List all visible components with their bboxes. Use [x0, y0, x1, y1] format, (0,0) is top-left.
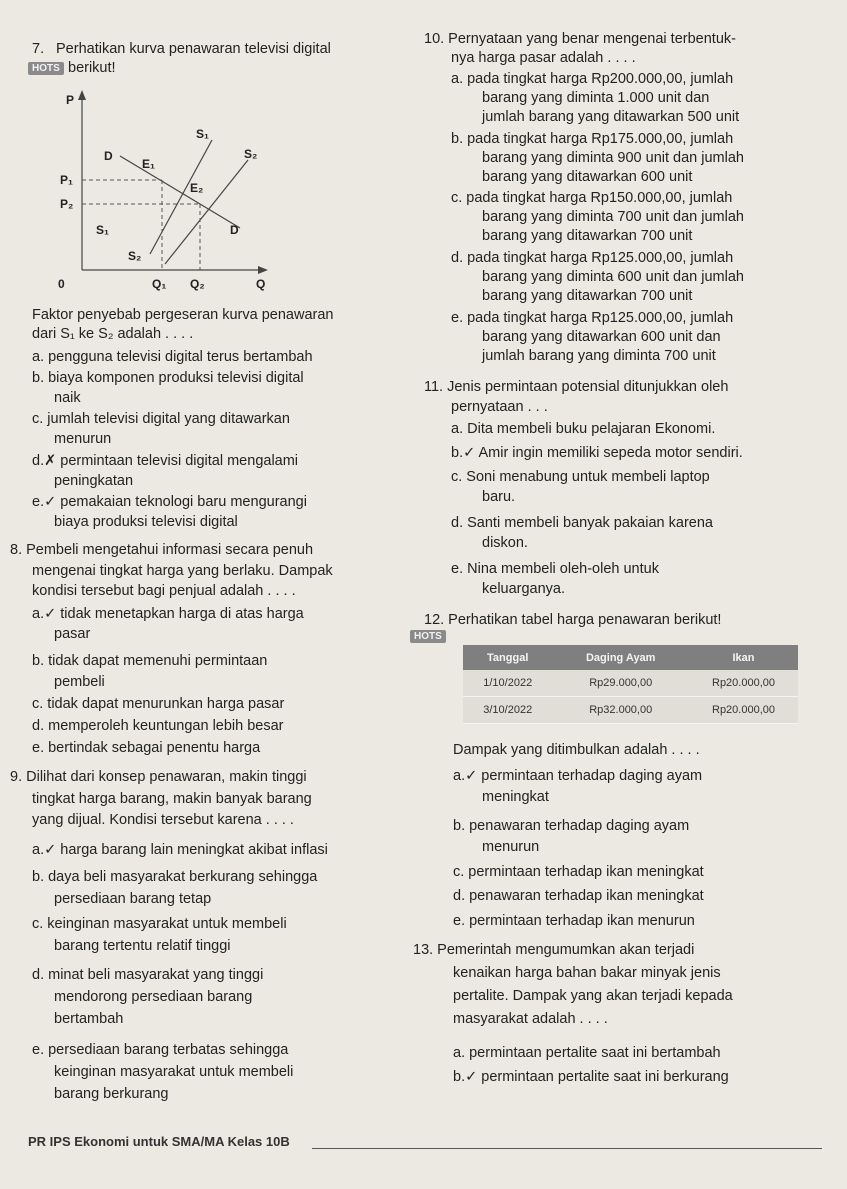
q12-option-a-line2: meningkat [482, 789, 549, 805]
q8-stem-line2: mengenai tingkat harga yang berlaku. Dampak [32, 563, 333, 579]
q10-option-c-line1: c. pada tingkat harga Rp150.000,00, jumlah [451, 190, 733, 206]
q11-option-c-line2: baru. [482, 489, 516, 505]
q13-option-a: a. permintaan pertalite saat ini bertambah [453, 1045, 721, 1061]
graph-label-s1-low: S₁ [96, 223, 109, 237]
q10-option-a-line2: barang yang diminta 1.000 unit dan [482, 90, 710, 106]
graph-label-e1: E₁ [142, 157, 155, 171]
q10-option-b-line3: barang yang ditawarkan 600 unit [482, 169, 693, 185]
q10-option-e-line1: e. pada tingkat harga Rp125.000,00, jumlah [451, 310, 734, 326]
q9-option-b-line2: persediaan barang tetap [54, 891, 212, 907]
q11-stem-line2: pernyataan . . . [451, 399, 548, 415]
supply-curve-s1 [150, 140, 212, 254]
table-cell-fish: Rp20.000,00 [689, 670, 798, 697]
q9-option-e-line2: keinginan masyarakat untuk membeli [54, 1064, 294, 1080]
q8-option-e: e. bertindak sebagai penentu harga [32, 740, 261, 756]
q8-option-b-line1: b. tidak dapat memenuhi permintaan [32, 653, 268, 669]
table-row [463, 697, 798, 724]
q12-option-d: d. penawaran terhadap ikan meningkat [453, 888, 704, 904]
q7-option-b-line2: naik [54, 390, 81, 406]
q11-option-e-line2: keluarganya. [482, 581, 566, 597]
graph-label-e2: E₂ [190, 181, 204, 195]
graph-label-q1: Q₁ [152, 277, 167, 291]
q8-option-d: d. memperoleh keuntungan lebih besar [32, 718, 284, 734]
q13-stem-line1: 13. Pemerintah mengumumkan akan terjadi [413, 942, 695, 958]
q10-option-c-line2: barang yang diminta 700 unit dan jumlah [482, 209, 744, 225]
q9-option-e-line3: barang berkurang [54, 1086, 169, 1102]
q12-option-e: e. permintaan terhadap ikan menurun [453, 913, 695, 929]
q13-option-b: b.✓ permintaan pertalite saat ini berkurang [453, 1069, 729, 1085]
q10-option-a-line1: a. pada tingkat harga Rp200.000,00, jumlah [451, 71, 734, 87]
q10-option-e-line3: jumlah barang yang diminta 700 unit [482, 348, 716, 364]
table-row [463, 670, 798, 697]
q12-option-b-line1: b. penawaran terhadap daging ayam [453, 818, 690, 834]
q10-option-c-line3: barang yang ditawarkan 700 unit [482, 228, 693, 244]
q12-option-a-line1: a.✓ permintaan terhadap daging ayam [453, 768, 703, 784]
q7-option-c-line2: menurun [54, 431, 112, 447]
q12-question: Dampak yang ditimbulkan adalah . . . . [453, 742, 700, 758]
table-header-fish: Ikan [689, 645, 798, 670]
q7-option-b-line1: b. biaya komponen produksi televisi digital [32, 370, 304, 386]
q7-stem-line1: Perhatikan kurva penawaran televisi digital [56, 41, 331, 57]
table-cell-chicken: Rp29.000,00 [552, 670, 689, 697]
q10-option-b-line1: b. pada tingkat harga Rp175.000,00, jumlah [451, 131, 734, 147]
q7-stem-line2: berikut! [68, 60, 116, 76]
q7-option-e-line1: e.✓ pemakaian teknologi baru mengurangi [32, 494, 307, 510]
q8-option-a-line2: pasar [54, 626, 91, 642]
q7-option-d-line2: peningkatan [54, 473, 134, 489]
graph-label-origin: 0 [58, 277, 65, 291]
q7-option-d-line1: d.✗ permintaan televisi digital mengalami [32, 453, 299, 469]
graph-q-axis-arrow [258, 266, 268, 274]
footer-rule [312, 1148, 822, 1149]
q12-option-c: c. permintaan terhadap ikan meningkat [453, 864, 704, 880]
graph-label-s2: S₂ [244, 147, 258, 161]
table-header-row [463, 645, 798, 670]
q7-question-line1: Faktor penyebab pergeseran kurva penawaran [32, 307, 334, 323]
q7-question-line2: dari S₁ ke S₂ adalah . . . . [32, 326, 194, 342]
table-cell-chicken: Rp32.000,00 [552, 697, 689, 724]
q11-option-a: a. Dita membeli buku pelajaran Ekonomi. [451, 421, 716, 437]
q8-option-c: c. tidak dapat menurunkan harga pasar [32, 696, 285, 712]
q10-option-b-line2: barang yang diminta 900 unit dan jumlah [482, 150, 744, 166]
q10-option-e-line2: barang yang ditawarkan 600 unit dan [482, 329, 721, 345]
graph-p-axis-arrow [78, 90, 86, 100]
table-cell-date: 3/10/2022 [463, 697, 552, 724]
q10-stem-line2: nya harga pasar adalah . . . . [451, 50, 636, 66]
q12-stem: 12. Perhatikan tabel harga penawaran berikut! [424, 612, 722, 628]
q8-stem-line3: kondisi tersebut bagi penjual adalah . . . . [32, 583, 296, 599]
q12-hots-badge: HOTS [410, 630, 446, 643]
q9-stem-line3: yang dijual. Kondisi tersebut karena . . . . [32, 812, 294, 828]
table-header-chicken: Daging Ayam [552, 645, 689, 670]
q10-option-a-line3: jumlah barang yang ditawarkan 500 unit [482, 109, 740, 125]
q11-option-d-line1: d. Santi membeli banyak pakaian karena [451, 515, 713, 531]
q10-option-d-line3: barang yang ditawarkan 700 unit [482, 288, 693, 304]
q13-stem-line3: pertalite. Dampak yang akan terjadi kepada [453, 988, 733, 1004]
graph-label-q: Q [256, 277, 266, 291]
q9-option-d-line2: mendorong persediaan barang [54, 989, 253, 1005]
q11-option-d-line2: diskon. [482, 535, 528, 551]
table-header-date: Tanggal [463, 645, 552, 670]
q7-option-c-line1: c. jumlah televisi digital yang ditawarkan [32, 411, 290, 427]
graph-label-d-low: D [230, 223, 239, 237]
q9-option-c-line1: c. keinginan masyarakat untuk membeli [32, 916, 287, 932]
q9-option-d-line1: d. minat beli masyarakat yang tinggi [32, 967, 264, 983]
graph-label-p: P [66, 93, 75, 107]
q7-option-e-line2: biaya produksi televisi digital [54, 514, 238, 530]
q8-option-b-line2: pembeli [54, 674, 105, 690]
q13-stem-line2: kenaikan harga bahan bakar minyak jenis [453, 965, 721, 981]
graph-label-p1: P₁ [60, 173, 73, 187]
graph-label-p2: P₂ [60, 197, 74, 211]
q9-option-c-line2: barang tertentu relatif tinggi [54, 938, 231, 954]
q8-stem-line1: 8. Pembeli mengetahui informasi secara penuh [10, 542, 314, 558]
q9-option-b-line1: b. daya beli masyarakat berkurang sehingga [32, 869, 318, 885]
q11-option-b: b.✓ Amir ingin memiliki sepeda motor sendiri. [451, 445, 743, 461]
q10-option-d-line1: d. pada tingkat harga Rp125.000,00, jumlah [451, 250, 734, 266]
q9-stem-line1: 9. Dilihat dari konsep penawaran, makin tinggi [10, 769, 307, 785]
graph-label-d: D [104, 149, 113, 163]
graph-label-s2-low: S₂ [128, 249, 142, 263]
page-footer: PR IPS Ekonomi untuk SMA/MA Kelas 10B [28, 1134, 290, 1149]
q7-number: 7. [32, 41, 45, 57]
supply-curve-s2 [165, 160, 248, 264]
q9-option-a: a.✓ harga barang lain meningkat akibat inflasi [32, 842, 328, 858]
price-supply-table [463, 645, 798, 724]
q7-hots-badge: HOTS [28, 62, 64, 75]
q10-stem-line1: 10. Pernyataan yang benar mengenai terbentuk- [424, 31, 736, 47]
graph-label-s1: S₁ [196, 127, 209, 141]
q9-option-d-line3: bertambah [54, 1011, 124, 1027]
graph-label-q2: Q₂ [190, 277, 205, 291]
q8-option-a-line1: a.✓ tidak menetapkan harga di atas harga [32, 606, 304, 622]
q10-option-d-line2: barang yang diminta 600 unit dan jumlah [482, 269, 744, 285]
q7-supply-demand-graph [40, 82, 280, 302]
q9-stem-line2: tingkat harga barang, makin banyak barang [32, 791, 312, 807]
q11-stem-line1: 11. Jenis permintaan potensial ditunjukkan oleh [424, 379, 729, 395]
q11-option-e-line1: e. Nina membeli oleh-oleh untuk [451, 561, 659, 577]
q9-option-e-line1: e. persediaan barang terbatas sehingga [32, 1042, 289, 1058]
q11-option-c-line1: c. Soni menabung untuk membeli laptop [451, 469, 710, 485]
table-cell-fish: Rp20.000,00 [689, 697, 798, 724]
q13-stem-line4: masyarakat adalah . . . . [453, 1011, 608, 1027]
q12-option-b-line2: menurun [482, 839, 540, 855]
table-cell-date: 1/10/2022 [463, 670, 552, 697]
q7-option-a: a. pengguna televisi digital terus bertambah [32, 349, 313, 365]
